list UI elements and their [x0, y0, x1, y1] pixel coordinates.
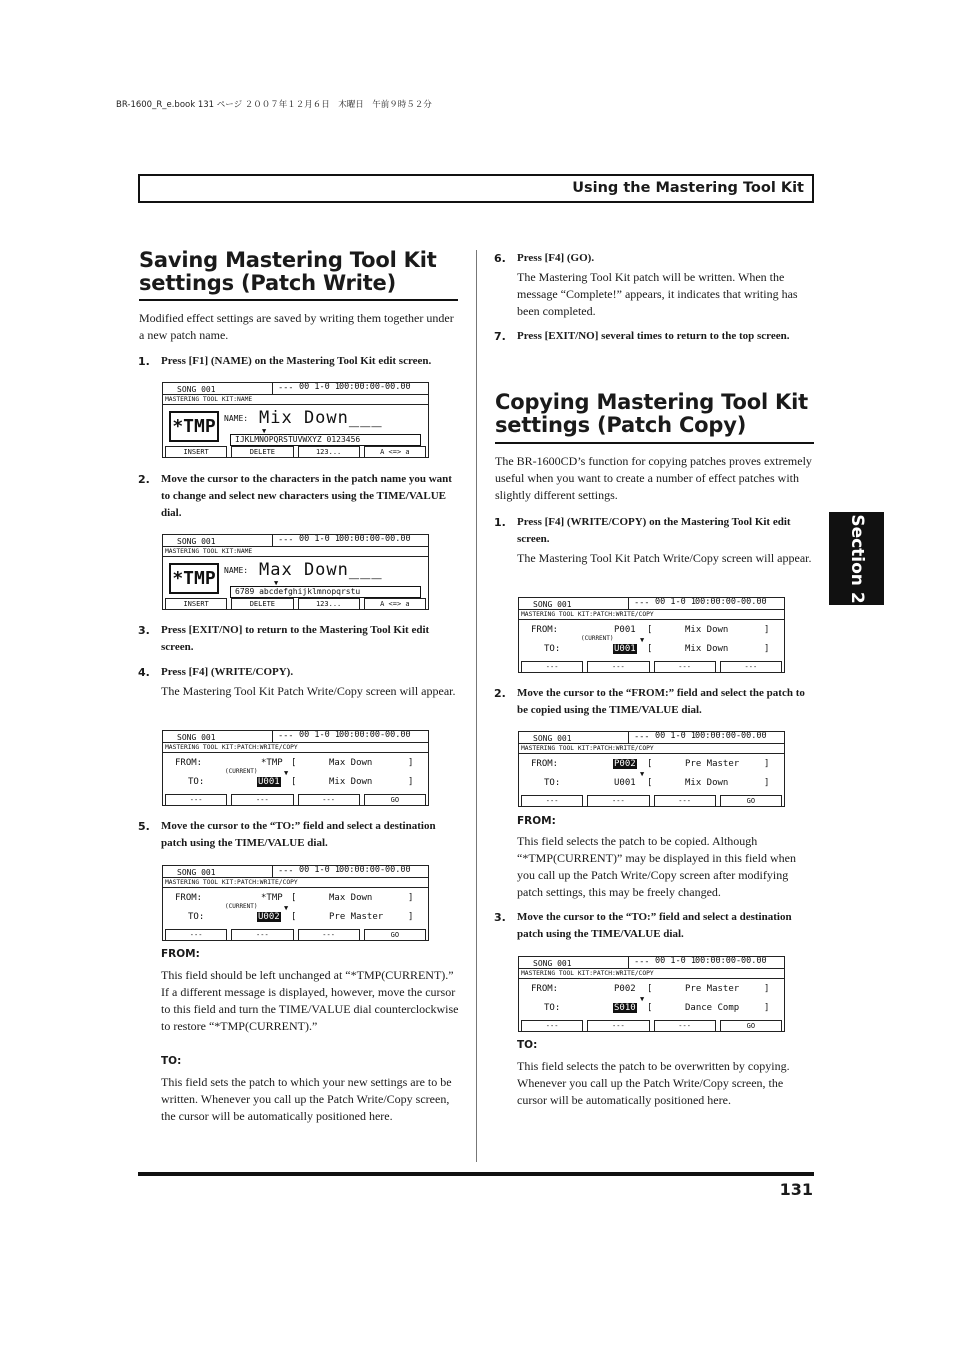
- patch-name: Mix Down___: [259, 408, 383, 428]
- lcd-name-screen-1: SONG 001 --- 00 1-0 1 00:00:00-00.00 MASTERING TOOL KIT:NAME *TMP NAME: Mix Down___ ▼ IJKLMNOPQRSTUVWXYZ 0123456 INSERT DELETE 123... A <=> a: [162, 382, 429, 458]
- column-divider: [476, 250, 477, 1162]
- function-keys: --- --- --- GO: [165, 929, 426, 940]
- to-name: Dance Comp: [685, 1003, 740, 1013]
- right-step-1: 1. Press [F4] (WRITE/COPY) on the Mastering Tool Kit edit screen.: [494, 516, 791, 545]
- from-patch: P001: [614, 625, 636, 635]
- right-intro: The BR-1600CD’s function for copying patches proves extremely useful when you want to create a number of effect patches with slightly different settings.: [495, 454, 812, 502]
- from-patch: P002: [614, 759, 636, 769]
- to-patch: U001: [258, 777, 280, 787]
- left-to-text: This field sets the patch to which your new settings are to be written. Whenever you call up the Patch Write/Copy screen, the cursor will be automatically positioned here.: [161, 1075, 452, 1123]
- right-step-2: 2. Move the cursor to the “FROM:” field and select the patch to be copied using the TIME/VALUE dial.: [494, 687, 805, 716]
- character-set: IJKLMNOPQRSTUVWXYZ 0123456: [230, 434, 421, 446]
- to-name: Mix Down: [685, 644, 729, 654]
- function-keys: INSERT DELETE 123... A <=> a: [165, 446, 426, 457]
- section-tab: [829, 512, 884, 605]
- right-step-3: 3. Move the cursor to the “TO:” field and select a destination patch using the TIME/VALUE dial.: [494, 911, 792, 940]
- function-keys: --- --- --- ---: [521, 661, 782, 672]
- to-name: Mix Down: [685, 778, 729, 788]
- right-to-label: TO:: [517, 1039, 538, 1051]
- footer-rule: [138, 1172, 814, 1176]
- to-patch: U001: [614, 778, 636, 788]
- right-heading-rule: [495, 442, 814, 444]
- to-name: Pre Master: [329, 912, 384, 922]
- page-number: 131: [779, 1180, 813, 1199]
- right-to-text: This field selects the patch to be overwritten by copying. Whenever you call up the Patch Write/Copy screen, the cursor will be automatically positioned here.: [517, 1059, 790, 1107]
- lcd-copy-screen-1: SONG 001 --- 00 1-0 1 00:00:00-00.00 MASTERING TOOL KIT:PATCH:WRITE/COPY FROM: P001 [ Mix Down ] (CURRENT) ▼ TO: U001 [ Mix Down ] --- --- --- ---: [518, 597, 785, 673]
- function-keys: --- --- --- GO: [521, 1020, 782, 1031]
- from-name: Mix Down: [685, 625, 729, 635]
- left-heading: Saving Mastering Tool Kit settings (Patch Write): [139, 248, 437, 295]
- tmp-patch-box: *TMP: [169, 563, 219, 594]
- to-patch: U001: [614, 644, 636, 654]
- header-title: Using the Mastering Tool Kit: [572, 180, 804, 196]
- to-patch: S010: [614, 1003, 636, 1013]
- from-patch: *TMP: [261, 893, 283, 903]
- right-from-text: This field selects the patch to be copied. Although “*TMP(CURRENT)” may be displayed in this field when you call up the Patch Write/Copy screen after modifying patch settings, this may be freely changed.: [517, 834, 796, 899]
- left-step-4-desc: The Mastering Tool Kit Patch Write/Copy screen will appear.: [161, 684, 456, 698]
- from-name: Max Down: [329, 758, 373, 768]
- lcd-write-screen-2: SONG 001 --- 00 1-0 1 00:00:00-00.00 MASTERING TOOL KIT:PATCH:WRITE/COPY FROM: *TMP [ Max Down ] (CURRENT) ▼ TO: U002 [ Pre Master ] --- --- --- GO: [162, 865, 429, 941]
- right-step-6: 6. Press [F4] (GO).: [494, 252, 595, 265]
- tmp-patch-box: *TMP: [169, 411, 219, 442]
- from-name: Pre Master: [685, 984, 740, 994]
- right-heading: Copying Mastering Tool Kit settings (Patch Copy): [495, 390, 808, 437]
- function-keys: --- --- --- GO: [521, 795, 782, 806]
- left-intro: Modified effect settings are saved by writing them together under a new patch name.: [139, 311, 454, 342]
- right-from-label: FROM:: [517, 815, 556, 827]
- left-step-2: 2. Move the cursor to the characters in the patch name you want to change and select new characters using the TIME/VALUE dial.: [138, 473, 452, 519]
- left-heading-rule: [139, 299, 458, 301]
- left-step-4: 4. Press [F4] (WRITE/COPY).: [138, 666, 294, 679]
- lcd-copy-screen-3: SONG 001 --- 00 1-0 1 00:00:00-00.00 MASTERING TOOL KIT:PATCH:WRITE/COPY FROM: P002 [ Pre Master ] ▼ TO: S010 [ Dance Comp ] --- --- --- GO: [518, 956, 785, 1032]
- section-tab-label: Section 2: [846, 513, 867, 604]
- lcd-copy-screen-2: SONG 001 --- 00 1-0 1 00:00:00-00.00 MASTERING TOOL KIT:PATCH:WRITE/COPY FROM: P002 [ Pre Master ] ▼ TO: U001 [ Mix Down ] --- --- --- GO: [518, 731, 785, 807]
- from-name: Max Down: [329, 893, 373, 903]
- right-step-6-desc: The Mastering Tool Kit patch will be written. When the message “Complete!” appears, it indicates that writing has been completed.: [517, 270, 798, 318]
- from-name: Pre Master: [685, 759, 740, 769]
- character-set: 6789 abcdefghijklmnopqrstu: [230, 586, 421, 598]
- function-keys: --- --- --- GO: [165, 794, 426, 805]
- left-step-1: 1. Press [F1] (NAME) on the Mastering Tool Kit edit screen.: [138, 355, 432, 368]
- left-step-3: 3. Press [EXIT/NO] to return to the Mastering Tool Kit edit screen.: [138, 624, 430, 653]
- left-from-text: This field should be left unchanged at “*TMP(CURRENT).” If a different message is displayed, however, move the cursor to this field and turn the TIME/VALUE dial counterclockwise to restore “*TMP(CURRENT).”: [161, 968, 459, 1033]
- lcd-name-screen-2: SONG 001 --- 00 1-0 1 00:00:00-00.00 MASTERING TOOL KIT:NAME *TMP NAME: Max Down___ ▼ 6789 abcdefghijklmnopqrstu INSERT DELETE 123... A <=> a: [162, 534, 429, 610]
- from-patch: *TMP: [261, 758, 283, 768]
- left-step-5: 5. Move the cursor to the “TO:” field and select a destination patch using the TIME/VALUE dial.: [138, 820, 436, 849]
- right-step-7: 7. Press [EXIT/NO] several times to return to the top screen.: [494, 330, 790, 343]
- function-keys: INSERT DELETE 123... A <=> a: [165, 598, 426, 609]
- running-header: [138, 174, 814, 203]
- from-patch: P002: [614, 984, 636, 994]
- patch-name: Max Down___: [259, 560, 383, 580]
- right-step-1-desc: The Mastering Tool Kit Patch Write/Copy screen will appear.: [517, 551, 812, 565]
- to-patch: U002: [258, 912, 280, 922]
- lcd-write-screen-1: SONG 001 --- 00 1-0 1 00:00:00-00.00 MASTERING TOOL KIT:PATCH:WRITE/COPY FROM: *TMP [ Max Down ] (CURRENT) ▼ TO: U001 [ Mix Down ] --- --- --- GO: [162, 730, 429, 806]
- left-to-label: TO:: [161, 1055, 182, 1067]
- print-info: BR-1600_R_e.book 131 ページ ２００７年１２月６日 木曜日 午前９時５２分: [116, 100, 432, 110]
- left-from-label: FROM:: [161, 948, 200, 960]
- to-name: Mix Down: [329, 777, 373, 787]
